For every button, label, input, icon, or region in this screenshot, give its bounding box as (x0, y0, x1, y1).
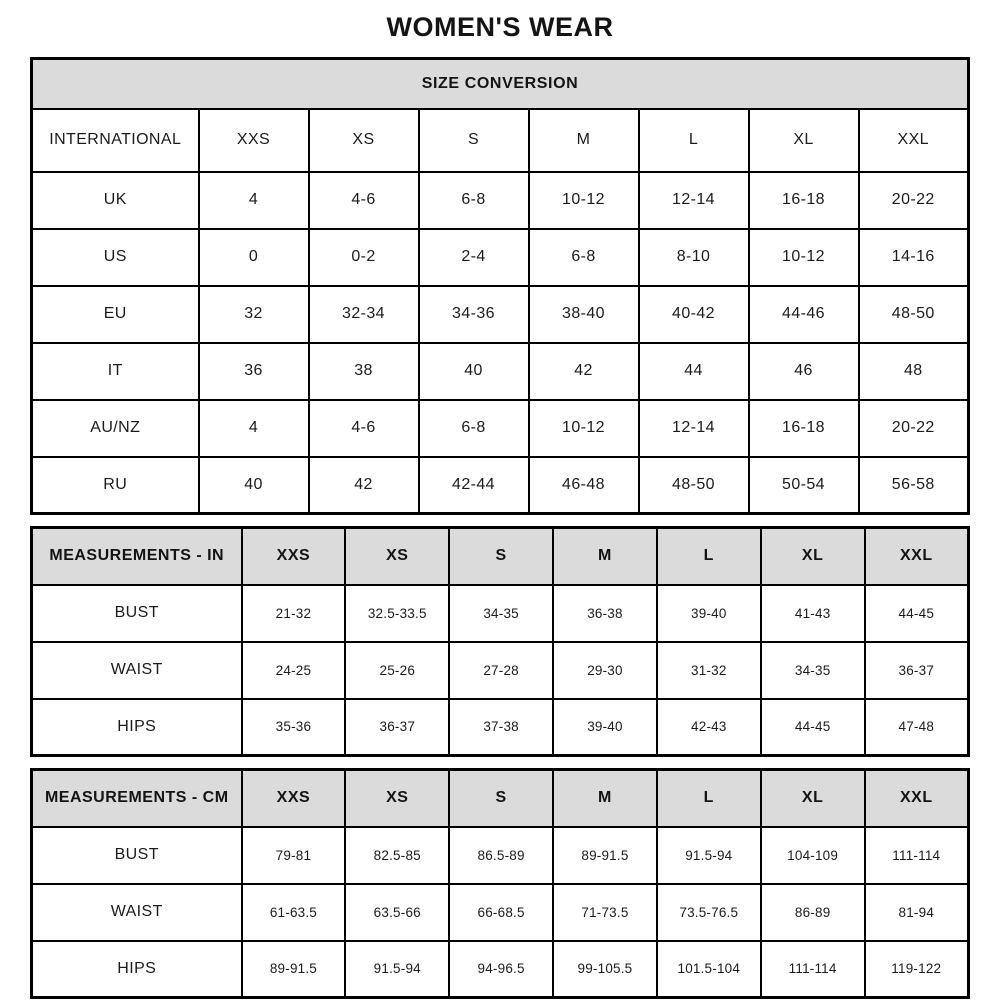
row-label-cell: INTERNATIONAL (32, 109, 199, 172)
measurements-cm-table (30, 768, 970, 999)
value-cell: 37-38 (449, 699, 553, 756)
value-cell: 40 (199, 457, 309, 514)
value-cell: 89-91.5 (242, 941, 346, 998)
table-row (32, 585, 969, 642)
size-header-cell: L (657, 770, 761, 827)
table-row (32, 343, 969, 400)
value-cell: 32-34 (309, 286, 419, 343)
value-cell: 34-36 (419, 286, 529, 343)
value-cell: 12-14 (639, 400, 749, 457)
value-cell: L (639, 109, 749, 172)
value-cell: 16-18 (749, 400, 859, 457)
value-cell: 32 (199, 286, 309, 343)
value-cell: 34-35 (449, 585, 553, 642)
value-cell: 42-43 (657, 699, 761, 756)
value-cell: 10-12 (749, 229, 859, 286)
row-label-cell: HIPS (32, 941, 242, 998)
value-cell: 39-40 (553, 699, 657, 756)
value-cell: 4-6 (309, 400, 419, 457)
value-cell: 36-38 (553, 585, 657, 642)
value-cell: 40-42 (639, 286, 749, 343)
value-cell: 79-81 (242, 827, 346, 884)
size-header-cell: XXL (865, 528, 969, 585)
value-cell: 0-2 (309, 229, 419, 286)
value-cell: 44 (639, 343, 749, 400)
value-cell: 6-8 (419, 400, 529, 457)
value-cell: 99-105.5 (553, 941, 657, 998)
value-cell: M (529, 109, 639, 172)
value-cell: 47-48 (865, 699, 969, 756)
value-cell: 82.5-85 (345, 827, 449, 884)
value-cell: 0 (199, 229, 309, 286)
row-label-cell: EU (32, 286, 199, 343)
row-label-cell: BUST (32, 827, 242, 884)
value-cell: 50-54 (749, 457, 859, 514)
value-cell: 14-16 (859, 229, 969, 286)
value-cell: 44-45 (761, 699, 865, 756)
row-label-cell: HIPS (32, 699, 242, 756)
value-cell: 119-122 (865, 941, 969, 998)
value-cell: 42 (309, 457, 419, 514)
value-cell: 86-89 (761, 884, 865, 941)
table-row (32, 172, 969, 229)
size-header-cell: S (449, 770, 553, 827)
value-cell: 8-10 (639, 229, 749, 286)
value-cell: 12-14 (639, 172, 749, 229)
table-title-cell: MEASUREMENTS - IN (32, 528, 242, 585)
measurements-in-table (30, 526, 970, 757)
table-row (32, 400, 969, 457)
size-conversion-body (32, 109, 969, 514)
value-cell: 81-94 (865, 884, 969, 941)
value-cell: 34-35 (761, 642, 865, 699)
value-cell: 73.5-76.5 (657, 884, 761, 941)
value-cell: 61-63.5 (242, 884, 346, 941)
value-cell: 35-36 (242, 699, 346, 756)
measurements-in-body (32, 585, 969, 756)
size-header-cell: S (449, 528, 553, 585)
value-cell: 16-18 (749, 172, 859, 229)
value-cell: 2-4 (419, 229, 529, 286)
table-row (32, 109, 969, 172)
table-row (32, 457, 969, 514)
value-cell: 6-8 (419, 172, 529, 229)
size-conversion-title: SIZE CONVERSION (32, 59, 969, 109)
page-title: WOMEN'S WEAR (386, 12, 614, 42)
value-cell: XXL (859, 109, 969, 172)
value-cell: 111-114 (761, 941, 865, 998)
row-label-cell: IT (32, 343, 199, 400)
table-row (32, 699, 969, 756)
size-conversion-banner-row (32, 59, 969, 109)
value-cell: 86.5-89 (449, 827, 553, 884)
table-row (32, 286, 969, 343)
row-label-cell: US (32, 229, 199, 286)
size-header-cell: XXS (242, 770, 346, 827)
table-row (32, 884, 969, 941)
value-cell: 27-28 (449, 642, 553, 699)
value-cell: 21-32 (242, 585, 346, 642)
value-cell: 89-91.5 (553, 827, 657, 884)
value-cell: 48 (859, 343, 969, 400)
value-cell: 31-32 (657, 642, 761, 699)
table-row (32, 229, 969, 286)
measurements-cm-body (32, 827, 969, 998)
value-cell: 4 (199, 400, 309, 457)
value-cell: 6-8 (529, 229, 639, 286)
value-cell: 111-114 (865, 827, 969, 884)
value-cell: 44-45 (865, 585, 969, 642)
value-cell: 71-73.5 (553, 884, 657, 941)
value-cell: 48-50 (639, 457, 749, 514)
value-cell: 91.5-94 (657, 827, 761, 884)
row-label-cell: BUST (32, 585, 242, 642)
table-row (32, 827, 969, 884)
value-cell: 20-22 (859, 172, 969, 229)
value-cell: XS (309, 109, 419, 172)
value-cell: 20-22 (859, 400, 969, 457)
value-cell: 42 (529, 343, 639, 400)
value-cell: 44-46 (749, 286, 859, 343)
size-header-cell: XS (345, 528, 449, 585)
size-header-row (32, 528, 969, 585)
size-header-cell: M (553, 528, 657, 585)
value-cell: 38-40 (529, 286, 639, 343)
value-cell: 32.5-33.5 (345, 585, 449, 642)
value-cell: 63.5-66 (345, 884, 449, 941)
row-label-cell: WAIST (32, 642, 242, 699)
size-header-cell: M (553, 770, 657, 827)
table-row (32, 941, 969, 998)
value-cell: XL (749, 109, 859, 172)
value-cell: 4 (199, 172, 309, 229)
size-header-cell: XL (761, 528, 865, 585)
size-header-cell: XXL (865, 770, 969, 827)
size-conversion-table (30, 57, 970, 515)
value-cell: 94-96.5 (449, 941, 553, 998)
value-cell: 10-12 (529, 172, 639, 229)
value-cell: 66-68.5 (449, 884, 553, 941)
size-header-cell: XS (345, 770, 449, 827)
row-label-cell: AU/NZ (32, 400, 199, 457)
table-row (32, 642, 969, 699)
value-cell: 46 (749, 343, 859, 400)
value-cell: 48-50 (859, 286, 969, 343)
value-cell: 38 (309, 343, 419, 400)
measurements-in-head (32, 528, 969, 585)
size-header-cell: XL (761, 770, 865, 827)
table-title-cell: MEASUREMENTS - CM (32, 770, 242, 827)
row-label-cell: UK (32, 172, 199, 229)
value-cell: 104-109 (761, 827, 865, 884)
row-label-cell: WAIST (32, 884, 242, 941)
value-cell: 10-12 (529, 400, 639, 457)
value-cell: 101.5-104 (657, 941, 761, 998)
value-cell: 36 (199, 343, 309, 400)
value-cell: 91.5-94 (345, 941, 449, 998)
value-cell: 25-26 (345, 642, 449, 699)
value-cell: S (419, 109, 529, 172)
value-cell: 36-37 (865, 642, 969, 699)
value-cell: 42-44 (419, 457, 529, 514)
row-label-cell: RU (32, 457, 199, 514)
value-cell: 24-25 (242, 642, 346, 699)
measurements-cm-head (32, 770, 969, 827)
value-cell: 41-43 (761, 585, 865, 642)
value-cell: 46-48 (529, 457, 639, 514)
value-cell: 56-58 (859, 457, 969, 514)
size-header-cell: L (657, 528, 761, 585)
value-cell: 39-40 (657, 585, 761, 642)
value-cell: XXS (199, 109, 309, 172)
value-cell: 40 (419, 343, 529, 400)
value-cell: 4-6 (309, 172, 419, 229)
value-cell: 36-37 (345, 699, 449, 756)
value-cell: 29-30 (553, 642, 657, 699)
size-header-row (32, 770, 969, 827)
size-header-cell: XXS (242, 528, 346, 585)
